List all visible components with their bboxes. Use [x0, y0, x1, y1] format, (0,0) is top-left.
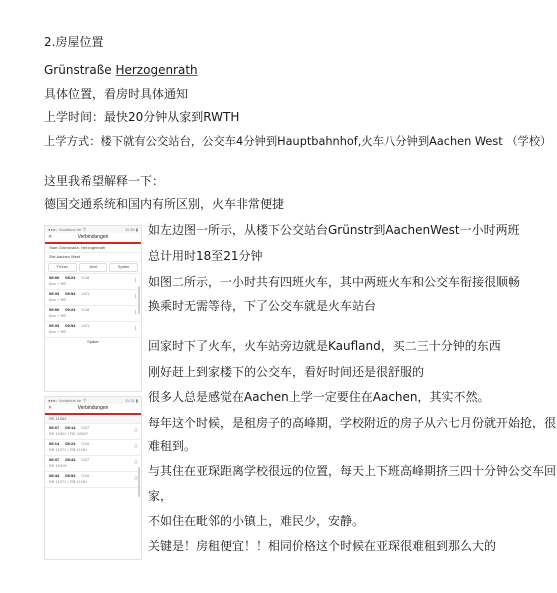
- row-times: [49, 307, 137, 312]
- right-line-6: 刚好赶上到家楼下的公交车，看好时间还是很舒服的: [148, 365, 425, 379]
- timetable-screenshot-2: [44, 396, 142, 560]
- arrival-time: 09:24: [65, 307, 76, 312]
- row-products: Bus > RB: [49, 329, 67, 334]
- right-line-8: 每年这个时候，是租房子的高峰期，学校附近的房子从六七月份就开始抢，很: [148, 416, 557, 430]
- close-icon: ✕: [48, 234, 53, 240]
- scrollbar: [138, 286, 140, 314]
- departure-time: 08:06: [49, 275, 60, 280]
- from-label: Start: [49, 245, 58, 250]
- arrival-time: 08:44: [65, 457, 76, 462]
- top-train-info: RE 11063: [45, 415, 141, 424]
- right-line-1: 如左边图一所示，从楼下公交站台Grünstr到AachenWest一小时两班: [148, 223, 520, 237]
- row-products: Bus > RB: [49, 313, 67, 318]
- address-city: Herzogenrath: [115, 63, 198, 77]
- duration: 0:10: [81, 473, 90, 478]
- arrival-time: 08:24: [65, 441, 76, 446]
- explain-diff: 德国交通系统和国内有所区别，火车非常便捷: [44, 197, 285, 211]
- connection-row: [45, 440, 141, 456]
- connection-row: [45, 290, 141, 306]
- changes-count: 1: [134, 294, 137, 300]
- row-times: [49, 473, 137, 478]
- right-line-11: 家，: [148, 489, 173, 503]
- arrival-time: 08:54: [65, 291, 76, 296]
- connection-row: [45, 456, 141, 472]
- row-times: [49, 291, 137, 296]
- timetable-screenshot-1: [44, 225, 142, 392]
- clock-text: 11:30 ▮: [124, 227, 138, 232]
- arrival-time: 08:14: [65, 425, 76, 430]
- duration: 0:18: [81, 307, 90, 312]
- earlier-button: Früher: [48, 263, 77, 272]
- connection-row: [45, 306, 141, 322]
- row-products: Bus > RB: [49, 297, 67, 302]
- nav-title: Verbindungen: [77, 405, 109, 411]
- departure-time: 08:37: [49, 457, 60, 462]
- row-times: [49, 275, 137, 280]
- to-label: Ziel: [49, 254, 56, 259]
- row-products: RB 11071 / RB 11061: [49, 479, 88, 484]
- connection-row: [45, 424, 141, 440]
- duration: 0:21: [81, 323, 90, 328]
- duration: 0:07: [81, 457, 90, 462]
- changes-count: 1: [134, 310, 137, 316]
- row-products: RB 11071 / RB 11061: [49, 447, 88, 452]
- right-line-13: 关键是！房租便宜！！相同价格这个时候在亚琛很难租到那么大的: [148, 539, 497, 553]
- right-line-12: 不如住在毗邻的小镇上，难民少，安静。: [148, 514, 365, 528]
- row-products: RE 10490: [49, 463, 67, 468]
- connection-row: [45, 274, 141, 290]
- departure-time: 09:33: [49, 323, 60, 328]
- row-products: Bus > RB: [49, 281, 67, 286]
- arrival-time: 09:54: [65, 323, 76, 328]
- row-times: [49, 441, 137, 446]
- commute-mode: 上学方式：楼下就有公交站台，公交车4分钟到Hauptbahnhof,火车八分钟到Aachen West （学校）: [44, 135, 552, 148]
- row-times: [49, 323, 137, 328]
- specific-location: 具体位置，看房时具体通知: [44, 87, 189, 101]
- status-bar: [45, 397, 141, 404]
- close-icon: ✕: [48, 405, 53, 411]
- address-street: Grünstraße: [44, 63, 112, 77]
- changes-count: 0: [134, 428, 137, 434]
- changes-count: 0: [134, 444, 137, 450]
- explain-intro: 这里我希望解释一下：: [44, 174, 165, 188]
- row-times: [49, 425, 137, 430]
- changes-count: 0: [134, 476, 137, 482]
- row-times: [49, 457, 137, 462]
- changes-count: 1: [134, 278, 137, 284]
- duration: 0:07: [81, 425, 90, 430]
- connection-row: [45, 472, 141, 488]
- connection-list: [45, 274, 141, 338]
- nav-bar: [45, 233, 141, 242]
- from-value: Grünstraße, Herzogenrath: [58, 245, 106, 250]
- commute-time: 上学时间：最快20分钟从家到RWTH: [44, 110, 240, 124]
- right-line-4: 换乘时无需等待，下了公交车就是火车站台: [148, 299, 377, 313]
- right-line-5: 回家时下了火车，火车站旁边就是Kaufland，买二三十分钟的东西: [148, 339, 501, 353]
- changes-count: 0: [134, 460, 137, 466]
- carrier-text: ●●●○ Vodafone.de 令: [48, 398, 87, 403]
- departure-time: 09:06: [49, 307, 60, 312]
- time-buttons: [45, 262, 141, 274]
- right-line-7: 很多人总是感觉在Aachen上学一定要住在Aachen，其实不然。: [148, 390, 490, 404]
- nav-title: Verbindungen: [77, 234, 109, 240]
- duration: 0:21: [81, 291, 90, 296]
- changes-count: 1: [134, 326, 137, 332]
- departure-time: 08:07: [49, 425, 60, 430]
- arrival-time: 08:54: [65, 473, 76, 478]
- right-line-10: 与其住在亚琛距离学校很远的位置，每天上下班高峰期挤三四十分钟公交车回: [148, 464, 557, 478]
- departure-time: 08:14: [49, 441, 60, 446]
- later-button: Später: [109, 263, 138, 272]
- scrollbar: [138, 467, 140, 497]
- departure-time: 08:44: [49, 473, 60, 478]
- to-field: [45, 253, 141, 262]
- duration: 0:18: [81, 275, 90, 280]
- later-footer: Später: [87, 339, 99, 344]
- duration: 0:10: [81, 441, 90, 446]
- to-value: Aachen West: [56, 254, 81, 259]
- clock-text: 11:31 ▮: [124, 398, 138, 403]
- connection-row: [45, 322, 141, 338]
- row-products: RE 10367 / RE 10667: [49, 431, 88, 436]
- arrival-time: 08:24: [65, 275, 76, 280]
- right-line-3: 如图二所示，一小时共有四班火车，其中两班火车和公交车衔接很顺畅: [148, 275, 521, 289]
- section-heading: 2.房屋位置: [44, 35, 104, 49]
- now-button: Jetzt: [79, 263, 108, 272]
- nav-bar: [45, 404, 141, 413]
- from-field: [45, 244, 141, 253]
- address-line: [44, 62, 198, 78]
- departure-time: 08:33: [49, 291, 60, 296]
- right-line-9: 难租到。: [148, 439, 197, 453]
- connection-list: [45, 424, 141, 488]
- carrier-text: ●●●○ Vodafone.de 令: [48, 227, 87, 232]
- status-bar: [45, 226, 141, 233]
- right-line-2: 总计用时18至21分钟: [148, 249, 263, 263]
